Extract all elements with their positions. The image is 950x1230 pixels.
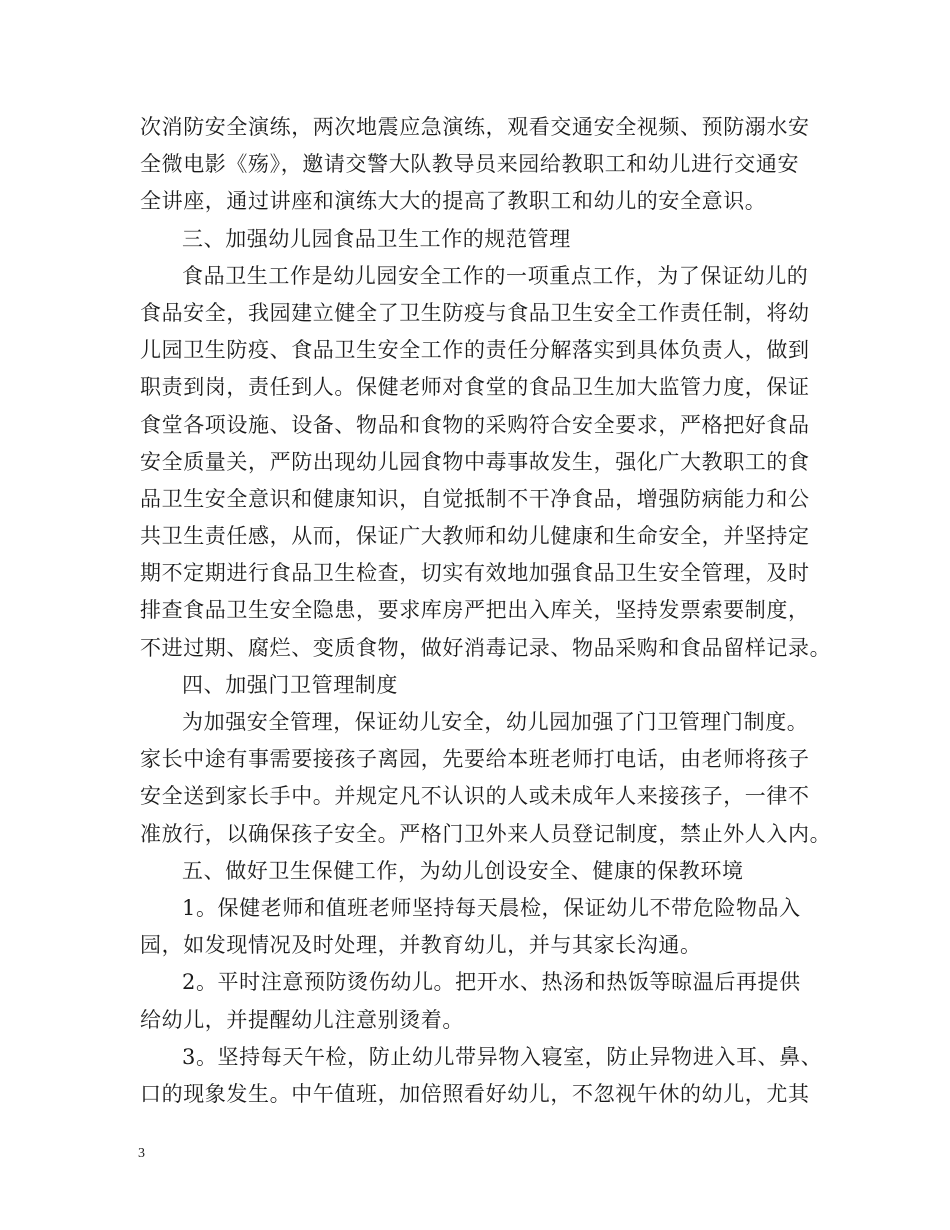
text-line: 排查食品卫生安全隐患，要求库房严把出入库关，坚持发票索要制度， [140,598,810,623]
text-line: 安全质量关，严防出现幼儿园食物中毒事故发生，强化广大教职工的食 [140,449,810,474]
section-heading: 五、做好卫生保健工作，为幼儿创设安全、健康的保教环境 [182,858,744,883]
text-line: 准放行，以确保孩子安全。严格门卫外来人员登记制度，禁止外人入内。 [140,821,832,846]
page-number: 3 [138,1146,145,1161]
text-line: 给幼儿，并提醒幼儿注意别烫着。 [140,1007,464,1032]
text-line: 1。保健老师和值班老师坚持每天晨检，保证幼儿不带危险物品入 [182,895,801,920]
text-line: 食品安全，我园建立健全了卫生防疫与食品卫生安全工作责任制，将幼 [140,300,810,325]
text-line: 口的现象发生。中午值班，加倍照看好幼儿，不忽视午休的幼儿，尤其 [140,1081,810,1106]
body-text [140,109,830,1113]
text-line: 食品卫生工作是幼儿园安全工作的一项重点工作，为了保证幼儿的 [182,263,809,288]
text-line: 家长中途有事需要接孩子离园，先要给本班老师打电话，由老师将孩子 [140,747,810,772]
text-line: 为加强安全管理，保证幼儿安全，幼儿园加强了门卫管理门制度。 [182,710,809,734]
text-line: 不进过期、腐烂、变质食物，做好消毒记录、物品采购和食品留样记录。 [140,635,832,660]
text-line: 园，如发现情况及时处理，并教育幼儿，并与其家长沟通。 [140,933,702,958]
text-line: 共卫生责任感，从而，保证广大教师和幼儿健康和生命安全，并坚持定 [140,524,810,549]
text-line: 次消防安全演练，两次地震应急演练，观看交通安全视频、预防溺水安 [140,115,810,139]
section-heading: 三、加强幼儿园食品卫生工作的规范管理 [182,226,571,251]
text-line: 食堂各项设施、设备、物品和食物的采购符合安全要求，严格把好食品 [140,412,810,437]
text-line: 儿园卫生防疫、食品卫生安全工作的责任分解落实到具体负责人，做到 [140,338,810,363]
text-line: 3。坚持每天午检，防止幼儿带异物入寝室，防止异物进入耳、鼻、 [182,1044,823,1069]
text-line: 安全送到家长手中。并规定凡不认识的人或未成年人来接孩子，一律不 [140,784,810,809]
text-line: 2。平时注意预防烫伤幼儿。把开水、热汤和热饭等晾温后再提供 [182,970,801,995]
text-line: 全微电影《殇》，邀请交警大队教导员来园给教职工和幼儿进行交通安 [140,152,800,177]
text-line: 品卫生安全意识和健康知识，自觉抵制不干净食品，增强防病能力和公 [140,486,810,511]
section-heading: 四、加强门卫管理制度 [182,672,398,697]
text-line: 全讲座，通过讲座和演练大大的提高了教职工和幼儿的安全意识。 [140,189,767,214]
text-line: 职责到岗，责任到人。保健老师对食堂的食品卫生加大监管力度，保证 [140,375,810,400]
text-line: 期不定期进行食品卫生检查，切实有效地加强食品卫生安全管理，及时 [140,561,810,586]
